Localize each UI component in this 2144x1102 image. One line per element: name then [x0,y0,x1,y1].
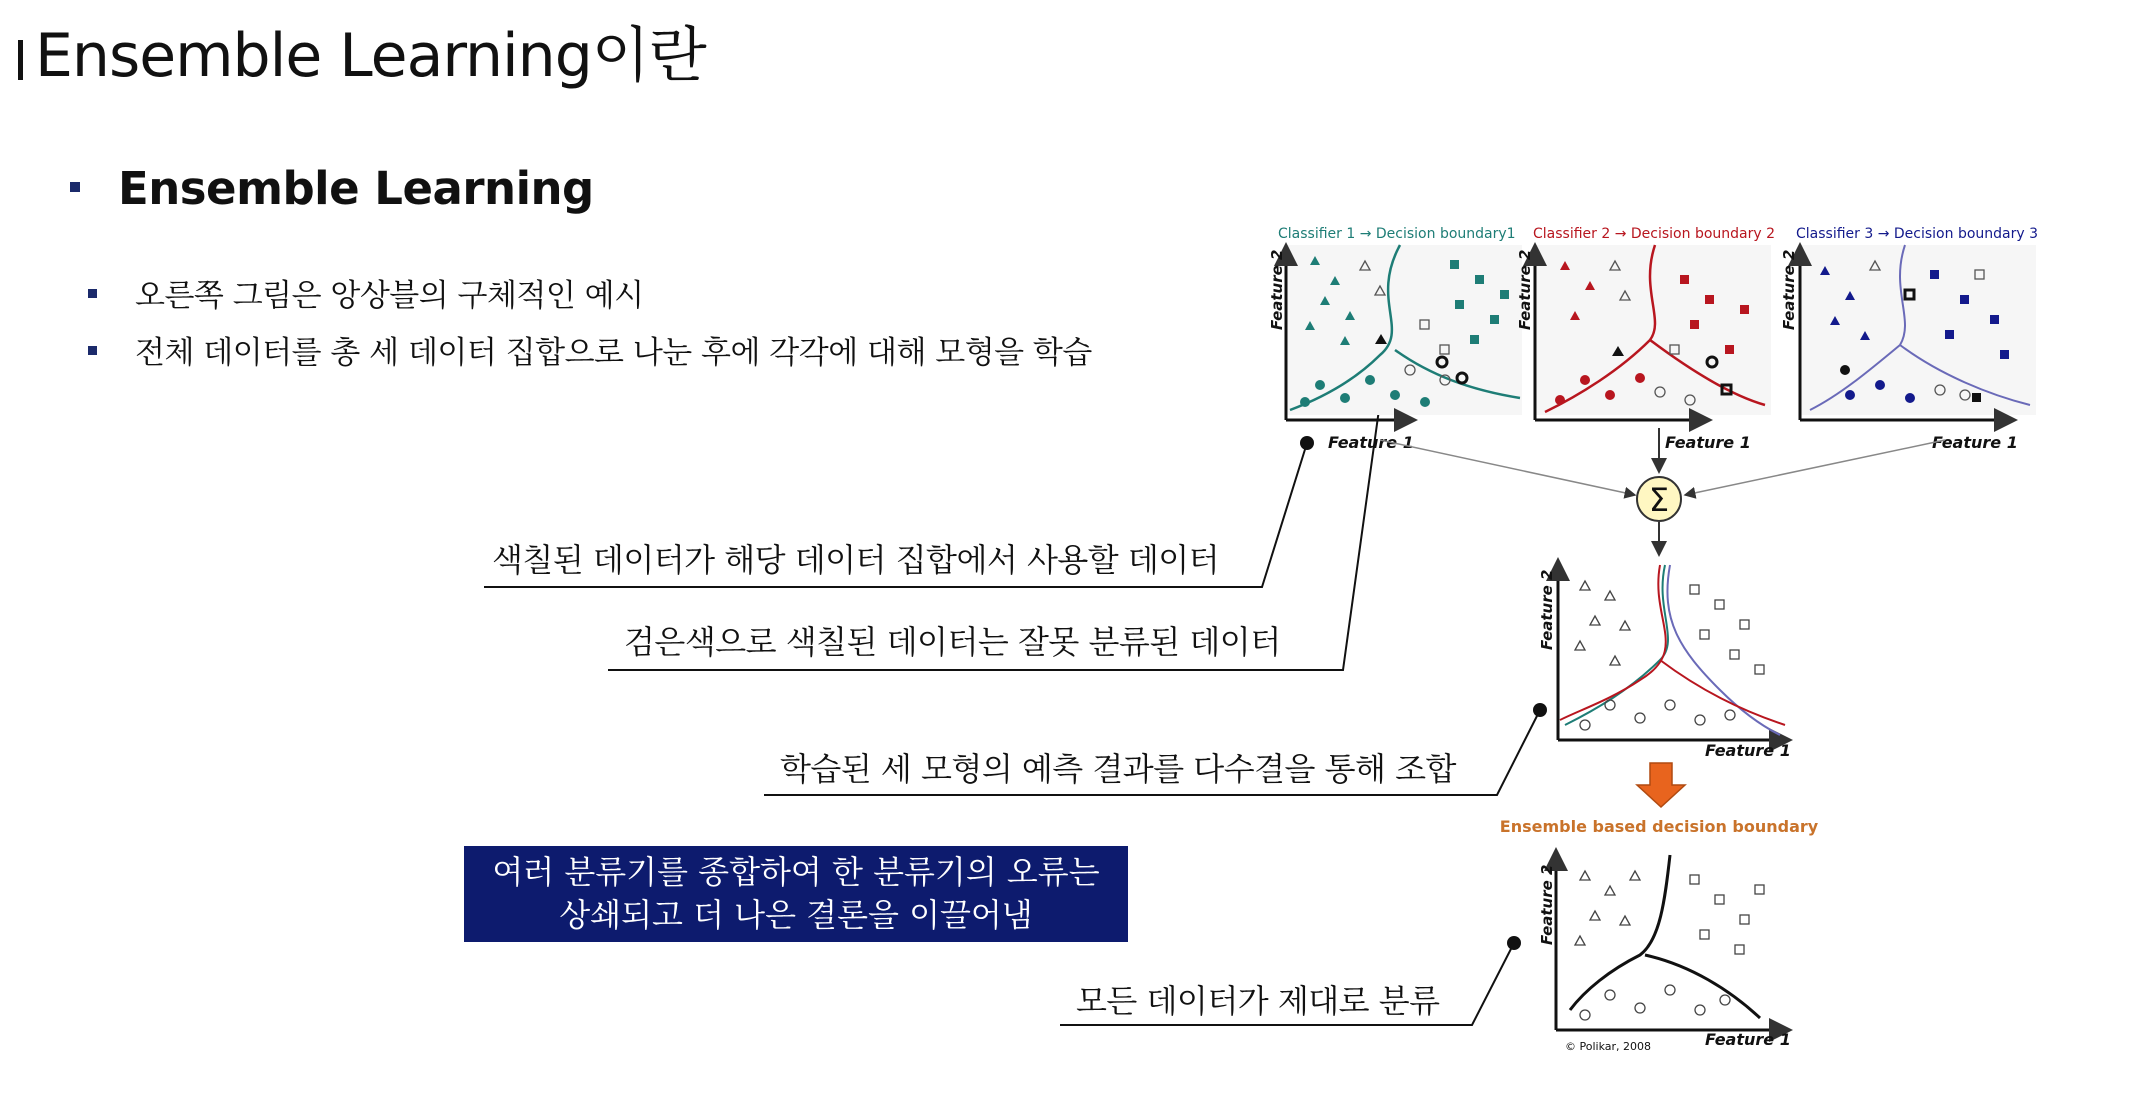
credit-text: © Polikar, 2008 [1565,1040,1652,1053]
bullet-text: 전체 데이터를 총 세 데이터 집합으로 나눈 후에 각각에 대해 모형을 학습 [135,335,1092,371]
panel-title-2: Classifier 2 → Decision boundary 2 [1533,226,1776,242]
feature2-label: Feature 2 [1516,249,1534,330]
page-title-text: Ensemble Learning이란 [35,21,706,91]
feature2-label: Feature 2 [1538,569,1556,650]
sum-symbol: Σ [1648,481,1670,519]
feature1-label: Feature 1 [1665,433,1751,452]
ensemble-label: Ensemble based decision boundary [1499,817,1819,836]
leader-line-black [608,366,1385,670]
feature2-label: Feature 2 [1538,864,1556,945]
panel-title-3: Classifier 3 → Decision boundary 3 [1796,226,2039,242]
callout-combine: 학습된 세 모형의 예측 결과를 다수결을 통해 조합 [780,750,1456,788]
classifier-2-panel [1516,245,1771,452]
bullet-text: 오른쪽 그림은 앙상블의 구체적인 예시 [135,278,644,314]
classifier-3-panel [1780,245,2036,452]
callout-black-data: 검은색으로 색칠된 데이터는 잘못 분류된 데이터 [624,623,1281,661]
section-heading-text: Ensemble Learning [118,162,594,215]
feature1-label: Feature 1 [1328,433,1414,452]
highlight-line-2: 상쇄되고 더 나은 결론을 이끌어냄 [559,896,1033,934]
leader-dot [1300,436,1314,450]
callout-colored-data: 색칠된 데이터가 해당 데이터 집합에서 사용할 데이터 [492,541,1220,579]
leader-dot [1533,703,1547,717]
panel-title-1: Classifier 1 → Decision boundary1 [1278,226,1516,242]
leader-line-combine [764,710,1540,795]
classifier-1-panel [1268,245,1522,452]
feature2-label: Feature 2 [1268,249,1286,330]
feature1-label: Feature 1 [1932,433,2018,452]
down-arrow-icon [1637,763,1685,807]
leader-dot [1507,936,1521,950]
feature2-label: Feature 2 [1780,249,1798,330]
feature1-label: Feature 1 [1705,1030,1791,1049]
leader-line-all-correct [1060,943,1514,1025]
ensemble-boundary-panel [1538,850,1791,1053]
feature1-label: Feature 1 [1705,741,1791,760]
combined-boundaries-panel [1538,560,1791,760]
leader-line-colored [484,443,1307,587]
callout-leaders [484,366,1540,1025]
arrow-to-sum [1380,440,1635,495]
callout-all-correct: 모든 데이터가 제대로 분류 [1076,982,1440,1020]
highlight-line-1: 여러 분류기를 종합하여 한 분류기의 오류는 [492,853,1100,891]
